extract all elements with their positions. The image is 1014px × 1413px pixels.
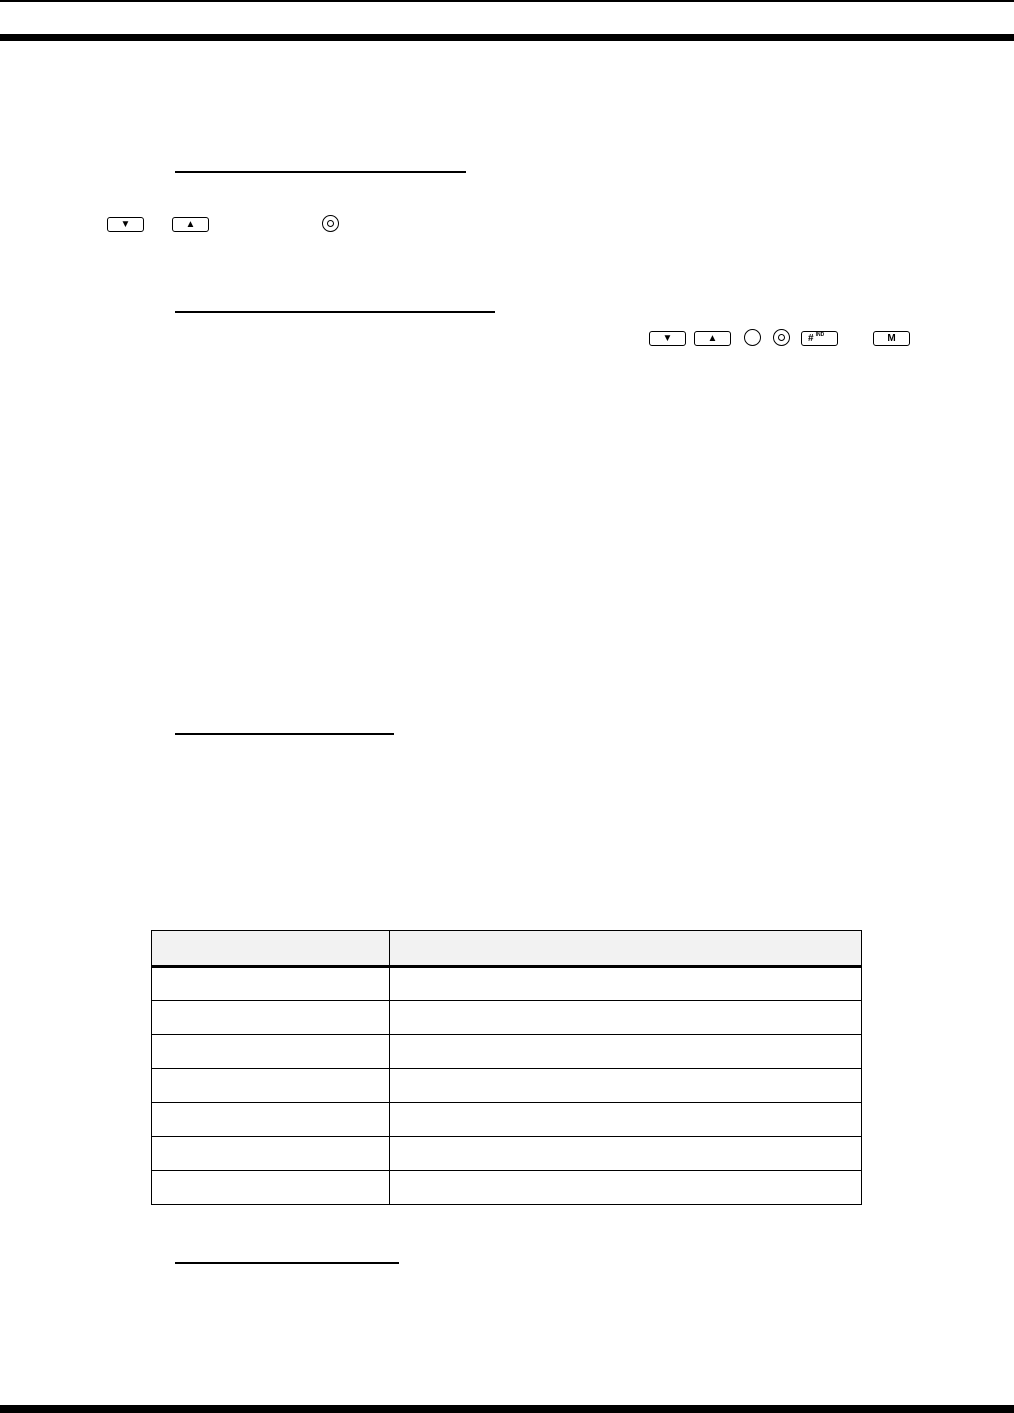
table-cell [152,1069,390,1103]
up-arrow-key-icon [694,331,731,346]
header-rule-thick [0,34,1014,41]
menu-key-icon [873,331,910,346]
down-arrow-glyph: ▼ [120,218,131,230]
table-cell [389,1171,861,1205]
down-arrow-key-icon [649,331,686,346]
hash-key-icon [801,331,838,346]
table-cell [389,967,861,1001]
section-heading-underline-2 [175,311,495,313]
table-cell [389,1069,861,1103]
table-cell [389,1001,861,1035]
table-header-cell [389,931,861,967]
up-arrow-glyph: ▲ [185,218,196,230]
up-arrow-key-icon [172,217,209,232]
menu-glyph: M [887,332,896,344]
table-row [152,1137,862,1171]
table-cell [152,1035,390,1069]
down-arrow-glyph: ▼ [662,332,673,344]
footer-rule-thick [0,1405,1014,1413]
table-cell [389,1035,861,1069]
table-row [152,1035,862,1069]
table-cell [389,1137,861,1171]
table-row [152,1171,862,1205]
table-header-cell [152,931,390,967]
select-knob-icon [322,215,339,232]
hash-glyph: # [808,332,814,344]
section-heading-underline-3 [175,733,394,735]
down-arrow-key-icon [107,217,144,232]
select-knob-icon [773,329,790,346]
table-cell [152,1103,390,1137]
hash-sub-glyph: IND [815,332,825,338]
section-heading-underline-1 [175,171,466,173]
table-row [152,1001,862,1035]
table-cell [389,1103,861,1137]
table-cell [152,967,390,1001]
table-row [152,1069,862,1103]
table-row [152,1103,862,1137]
section-heading-underline-4 [175,1262,399,1264]
table-header-row [152,931,862,967]
table-cell [152,1171,390,1205]
table-row [152,967,862,1001]
header-rule-thin [0,0,1014,2]
blank-knob-icon [744,329,761,346]
table-cell [152,1001,390,1035]
table-cell [152,1137,390,1171]
data-table [151,930,862,1205]
up-arrow-glyph: ▲ [707,332,718,344]
